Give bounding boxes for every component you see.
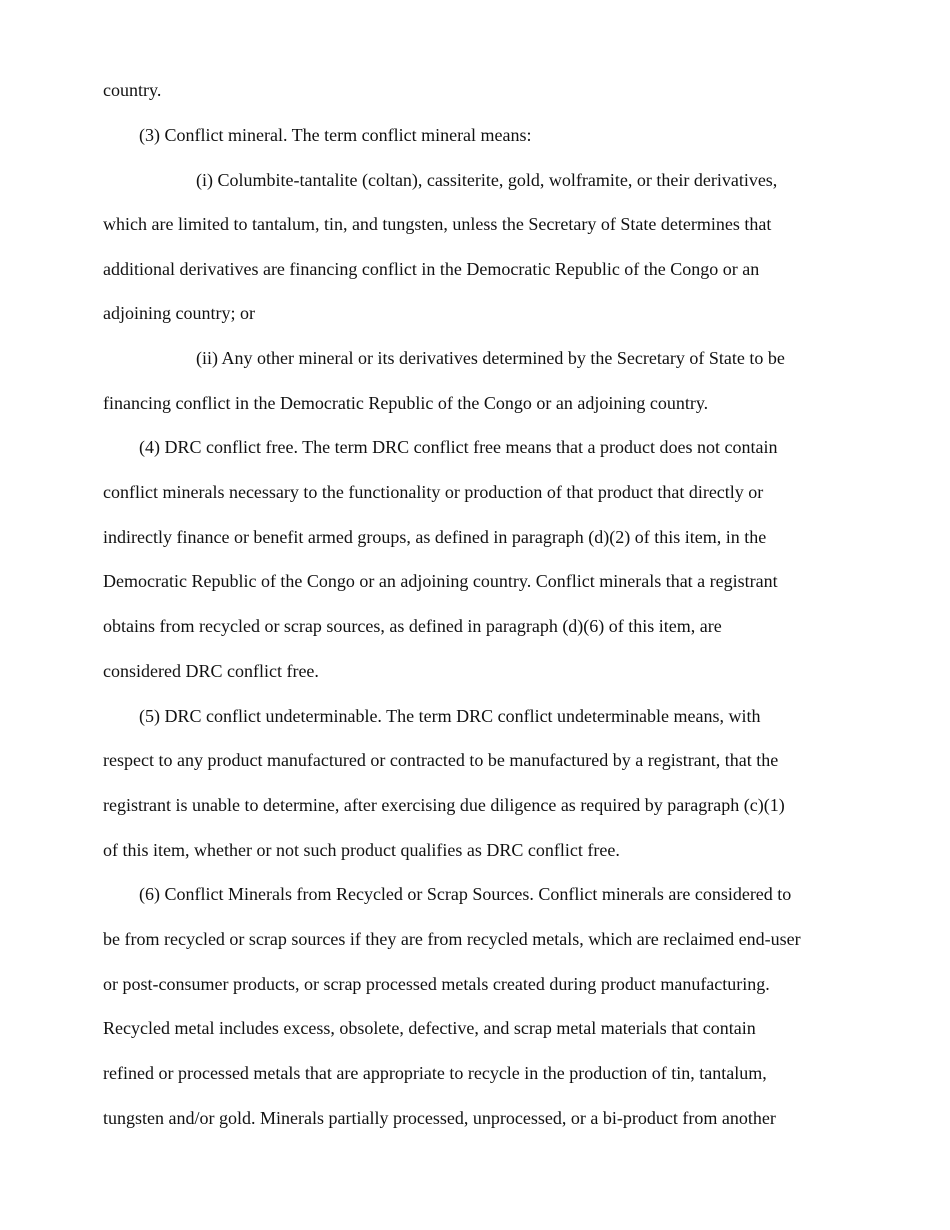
subparagraph-i-start: (i) Columbite-tantalite (coltan), cassiterite, gold, wolframite, or their derivatives, (196, 170, 778, 190)
text-line: registrant is unable to determine, after exercising due diligence as required by paragraph (c)(1) (103, 795, 785, 815)
paragraph-3-heading: (3) Conflict mineral. The term conflict mineral means: (139, 125, 532, 145)
text-line: considered DRC conflict free. (103, 661, 319, 681)
text-line: conflict minerals necessary to the functionality or production of that product that directly or (103, 482, 764, 502)
paragraph-4-start: (4) DRC conflict free. The term DRC conflict free means that a product does not contain (139, 437, 778, 457)
text-line: of this item, whether or not such product qualifies as DRC conflict free. (103, 840, 620, 860)
text-line: be from recycled or scrap sources if they are from recycled metals, which are reclaimed end-user (103, 929, 801, 949)
text-line: Democratic Republic of the Congo or an adjoining country. Conflict minerals that a registrant (103, 571, 778, 591)
text-line: Recycled metal includes excess, obsolete, defective, and scrap metal materials that contain (103, 1018, 756, 1038)
paragraph-6-start: (6) Conflict Minerals from Recycled or Scrap Sources. Conflict minerals are considered to (139, 884, 792, 904)
text-line: adjoining country; or (103, 303, 255, 323)
subparagraph-ii-start: (ii) Any other mineral or its derivatives determined by the Secretary of State to be (196, 348, 785, 368)
text-line: country. (103, 80, 162, 100)
text-line: indirectly finance or benefit armed groups, as defined in paragraph (d)(2) of this item, in the (103, 527, 767, 547)
text-line: obtains from recycled or scrap sources, as defined in paragraph (d)(6) of this item, are (103, 616, 722, 636)
paragraph-5-start: (5) DRC conflict undeterminable. The term DRC conflict undeterminable means, with (139, 706, 761, 726)
text-line: tungsten and/or gold. Minerals partially processed, unprocessed, or a bi-product from another (103, 1108, 776, 1128)
text-line: financing conflict in the Democratic Republic of the Congo or an adjoining country. (103, 393, 709, 413)
text-line: or post-consumer products, or scrap processed metals created during product manufacturing. (103, 974, 770, 994)
text-line: refined or processed metals that are appropriate to recycle in the production of tin, tantalum, (103, 1063, 767, 1083)
text-line: which are limited to tantalum, tin, and tungsten, unless the Secretary of State determines that (103, 214, 772, 234)
text-line: respect to any product manufactured or contracted to be manufactured by a registrant, that the (103, 750, 779, 770)
text-line: additional derivatives are financing conflict in the Democratic Republic of the Congo or an (103, 259, 760, 279)
